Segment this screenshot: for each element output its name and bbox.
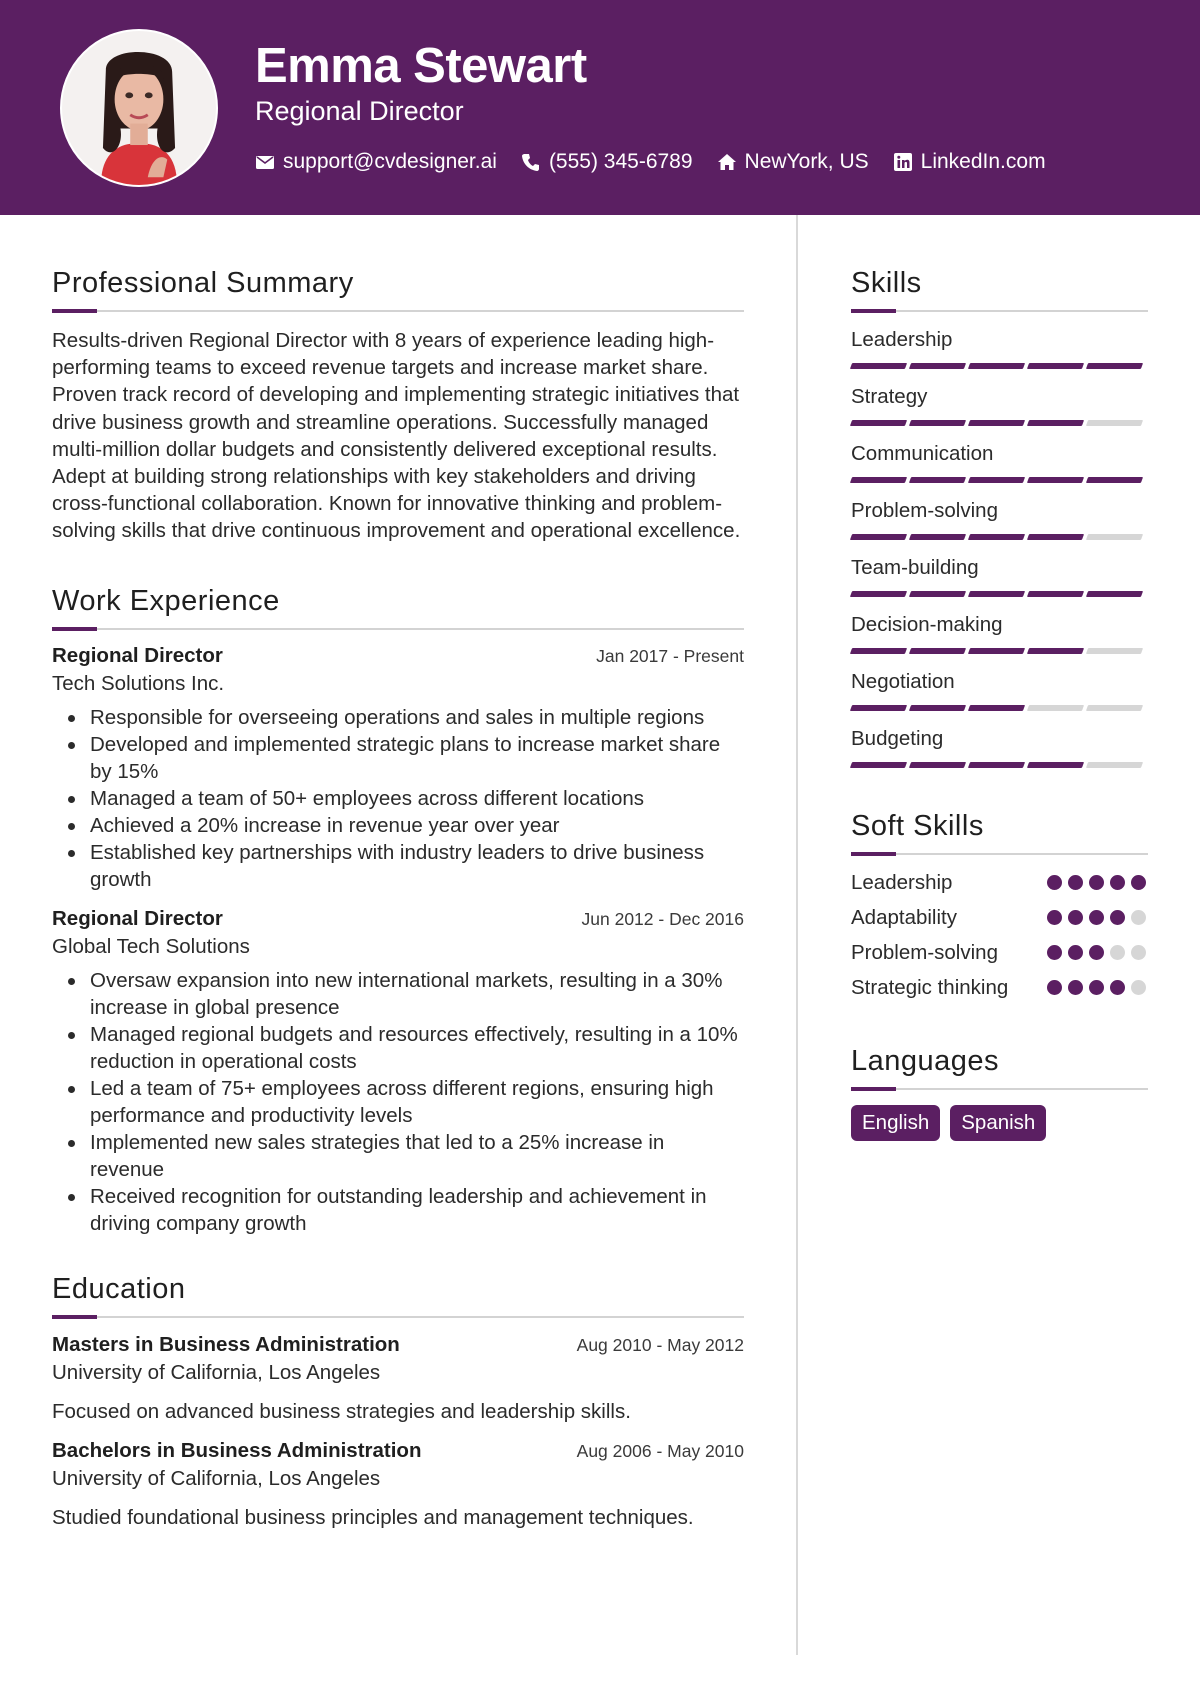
skill-level-segment xyxy=(1027,420,1084,426)
rating-dot xyxy=(1068,910,1083,925)
job-dates: Jan 2017 - Present xyxy=(596,645,744,666)
skill-level-segment xyxy=(909,705,966,711)
job-bullet: Implemented new sales strategies that led to a 25% increase in revenue xyxy=(52,1129,744,1183)
section-rule xyxy=(851,310,1148,312)
section-title-summary: Professional Summary xyxy=(52,267,354,299)
job-dates: Jun 2012 - Dec 2016 xyxy=(581,908,744,929)
skill-level-segment xyxy=(909,648,966,654)
phone-icon xyxy=(521,152,541,172)
skill-level-segment xyxy=(968,705,1025,711)
skill-level-segment xyxy=(850,420,907,426)
contact-location-text: NewYork, US xyxy=(744,150,869,173)
skill-level-bar xyxy=(851,534,1148,540)
job-entry xyxy=(52,644,744,893)
rating-dot xyxy=(1131,980,1146,995)
job-bullet: Oversaw expansion into new international markets, resulting in a 30% increase in global presence xyxy=(52,967,744,1021)
rating-dot xyxy=(1089,910,1104,925)
language-tag: Spanish xyxy=(950,1105,1046,1141)
skill-level-segment xyxy=(1086,420,1143,426)
skills-section xyxy=(851,265,1148,768)
skill-level-segment xyxy=(1086,762,1143,768)
contact-phone[interactable] xyxy=(521,150,693,174)
skill-level-segment xyxy=(909,762,966,768)
rating-dot xyxy=(1089,945,1104,960)
skill-level-bar xyxy=(851,762,1148,768)
skill-level-segment xyxy=(850,648,907,654)
skill-item xyxy=(851,441,1148,483)
skill-level-segment xyxy=(1027,591,1084,597)
skill-level-segment xyxy=(1027,762,1084,768)
skill-level-segment xyxy=(1027,705,1084,711)
rating-dot xyxy=(1047,910,1062,925)
job-bullet: Managed a team of 50+ employees across different locations xyxy=(52,785,744,812)
school-name: University of California, Los Angeles xyxy=(52,1360,381,1384)
soft-skill-rating xyxy=(1041,945,1146,960)
skill-level-segment xyxy=(1086,591,1143,597)
soft-skill-rating xyxy=(1041,980,1146,995)
profile-photo xyxy=(60,29,218,187)
skill-level-segment xyxy=(1086,477,1143,483)
job-company: Tech Solutions Inc. xyxy=(52,671,225,695)
skill-name: Problem-solving xyxy=(851,499,998,522)
skill-item xyxy=(851,726,1148,768)
section-rule xyxy=(851,853,1148,855)
rating-dot xyxy=(1047,980,1062,995)
skill-level-bar xyxy=(851,648,1148,654)
soft-skill-item xyxy=(851,865,1148,900)
soft-skill-name: Leadership xyxy=(851,870,953,894)
rating-dot xyxy=(1047,875,1062,890)
education-description: Focused on advanced business strategies and leadership skills. xyxy=(52,1399,631,1423)
skill-level-segment xyxy=(850,705,907,711)
section-title-soft-skills: Soft Skills xyxy=(851,810,984,842)
skill-level-segment xyxy=(909,534,966,540)
job-company: Global Tech Solutions xyxy=(52,934,250,958)
skill-level-segment xyxy=(1027,648,1084,654)
job-bullet: Achieved a 20% increase in revenue year over year xyxy=(52,812,744,839)
skill-item xyxy=(851,327,1148,369)
skill-level-segment xyxy=(850,363,907,369)
rating-dot xyxy=(1110,875,1125,890)
soft-skills-section xyxy=(851,808,1148,1005)
skill-level-segment xyxy=(1086,363,1143,369)
section-rule xyxy=(52,310,744,312)
degree-title: Masters in Business Administration xyxy=(52,1332,400,1356)
skill-level-segment xyxy=(1027,534,1084,540)
skill-name: Strategy xyxy=(851,385,928,408)
skill-level-bar xyxy=(851,420,1148,426)
skill-item xyxy=(851,384,1148,426)
skill-level-segment xyxy=(909,591,966,597)
envelope-icon xyxy=(255,152,275,172)
skill-item xyxy=(851,669,1148,711)
soft-skills-list xyxy=(851,865,1148,1005)
education-section xyxy=(52,1271,744,1530)
skill-level-segment xyxy=(909,363,966,369)
contact-linkedin-text: LinkedIn.com xyxy=(920,150,1046,173)
soft-skill-rating xyxy=(1041,910,1146,925)
skill-level-segment xyxy=(1027,477,1084,483)
job-bullet: Responsible for overseeing operations and sales in multiple regions xyxy=(52,704,744,731)
rating-dot xyxy=(1089,875,1104,890)
soft-skill-name: Strategic thinking xyxy=(851,975,1009,999)
skill-name: Communication xyxy=(851,442,994,465)
skill-name: Leadership xyxy=(851,328,953,351)
skills-list xyxy=(851,327,1148,768)
language-tags xyxy=(851,1105,1148,1141)
rating-dot xyxy=(1089,980,1104,995)
soft-skill-name: Adaptability xyxy=(851,905,957,929)
section-rule xyxy=(52,628,744,630)
job-bullet: Led a team of 75+ employees across different regions, ensuring high performance and productivity levels xyxy=(52,1075,744,1129)
contact-email-text: support@cvdesigner.ai xyxy=(283,150,497,173)
rating-dot xyxy=(1068,875,1083,890)
education-dates: Aug 2010 - May 2012 xyxy=(576,1334,744,1355)
rating-dot xyxy=(1110,980,1125,995)
education-entry xyxy=(52,1439,744,1530)
skill-level-segment xyxy=(909,477,966,483)
skill-item xyxy=(851,555,1148,597)
job-bullets xyxy=(52,704,744,893)
linkedin-icon xyxy=(893,152,913,172)
soft-skill-item xyxy=(851,935,1148,970)
skill-level-segment xyxy=(968,534,1025,540)
job-title: Regional Director xyxy=(52,906,223,930)
skill-item xyxy=(851,498,1148,540)
job-bullets xyxy=(52,967,744,1237)
skill-level-bar xyxy=(851,705,1148,711)
job-bullet: Received recognition for outstanding leadership and achievement in driving company growth xyxy=(52,1183,744,1237)
skill-level-segment xyxy=(968,648,1025,654)
candidate-role: Regional Director xyxy=(255,96,464,126)
section-title-skills: Skills xyxy=(851,267,922,299)
section-title-work: Work Experience xyxy=(52,584,280,617)
languages-section xyxy=(851,1043,1148,1141)
rating-dot xyxy=(1131,875,1146,890)
rating-dot xyxy=(1131,910,1146,925)
candidate-name: Emma Stewart xyxy=(255,39,587,93)
job-bullet: Developed and implemented strategic plans to increase market share by 15% xyxy=(52,731,744,785)
education-dates: Aug 2006 - May 2010 xyxy=(576,1440,744,1461)
home-icon xyxy=(717,152,737,172)
degree-title: Bachelors in Business Administration xyxy=(52,1438,422,1462)
resume-header xyxy=(0,0,1200,215)
section-rule xyxy=(52,1316,744,1318)
skill-item xyxy=(851,612,1148,654)
skill-level-segment xyxy=(1086,705,1143,711)
contact-location xyxy=(717,150,869,174)
skill-level-bar xyxy=(851,363,1148,369)
rating-dot xyxy=(1047,945,1062,960)
skill-name: Team-building xyxy=(851,556,979,579)
soft-skill-item xyxy=(851,900,1148,935)
job-entry xyxy=(52,907,744,1237)
main-column xyxy=(52,265,744,1530)
job-title: Regional Director xyxy=(52,643,223,667)
education-entry xyxy=(52,1333,744,1424)
skill-name: Decision-making xyxy=(851,613,1003,636)
soft-skill-name: Problem-solving xyxy=(851,940,998,964)
contact-linkedin[interactable] xyxy=(893,150,1046,174)
rating-dot xyxy=(1068,945,1083,960)
rating-dot xyxy=(1068,980,1083,995)
contact-list xyxy=(255,148,1070,176)
skill-name: Negotiation xyxy=(851,670,955,693)
rating-dot xyxy=(1110,945,1125,960)
section-title-education: Education xyxy=(52,1272,186,1305)
soft-skill-rating xyxy=(1041,875,1146,890)
job-bullet: Established key partnerships with industry leaders to drive business growth xyxy=(52,839,744,893)
skill-level-segment xyxy=(1027,363,1084,369)
sidebar-column xyxy=(851,265,1148,1141)
work-experience-section xyxy=(52,583,744,1237)
profile-photo-illustration xyxy=(62,31,216,185)
summary-text: Results-driven Regional Director with 8 years of experience leading high-performing teams to exceed revenue targets and increase market share. Proven track record of developing and implementing strategic initiatives that drive business growth and streamline operations. Successfully managed multi-million dollar budgets and consistently delivered exceptional results. Adept at building strong relationships with key stakeholders and driving cross-functional collaboration. Known for innovative thinking and problem-solving skills that drive continuous improvement and operational excellence. xyxy=(52,329,741,543)
skill-level-segment xyxy=(1086,534,1143,540)
soft-skill-item xyxy=(851,970,1148,1005)
skill-level-segment xyxy=(850,477,907,483)
skill-level-segment xyxy=(968,591,1025,597)
skill-level-bar xyxy=(851,477,1148,483)
skill-level-segment xyxy=(968,762,1025,768)
skill-level-segment xyxy=(968,420,1025,426)
rating-dot xyxy=(1110,910,1125,925)
school-name: University of California, Los Angeles xyxy=(52,1466,381,1490)
rating-dot xyxy=(1131,945,1146,960)
section-rule xyxy=(851,1088,1148,1090)
language-tag: English xyxy=(851,1105,940,1141)
skill-level-segment xyxy=(1086,648,1143,654)
skill-level-segment xyxy=(850,591,907,597)
skill-level-segment xyxy=(968,363,1025,369)
column-divider xyxy=(796,215,798,1655)
skill-level-segment xyxy=(968,477,1025,483)
contact-email[interactable] xyxy=(255,150,497,174)
contact-phone-text: (555) 345-6789 xyxy=(548,150,693,173)
job-bullet: Managed regional budgets and resources effectively, resulting in a 10% reduction in operational costs xyxy=(52,1021,744,1075)
skill-level-segment xyxy=(850,762,907,768)
summary-section xyxy=(52,265,744,545)
skill-name: Budgeting xyxy=(851,727,944,750)
skill-level-bar xyxy=(851,591,1148,597)
skill-level-segment xyxy=(909,420,966,426)
skill-level-segment xyxy=(850,534,907,540)
section-title-languages: Languages xyxy=(851,1045,1000,1077)
education-description: Studied foundational business principles and management techniques. xyxy=(52,1505,694,1529)
